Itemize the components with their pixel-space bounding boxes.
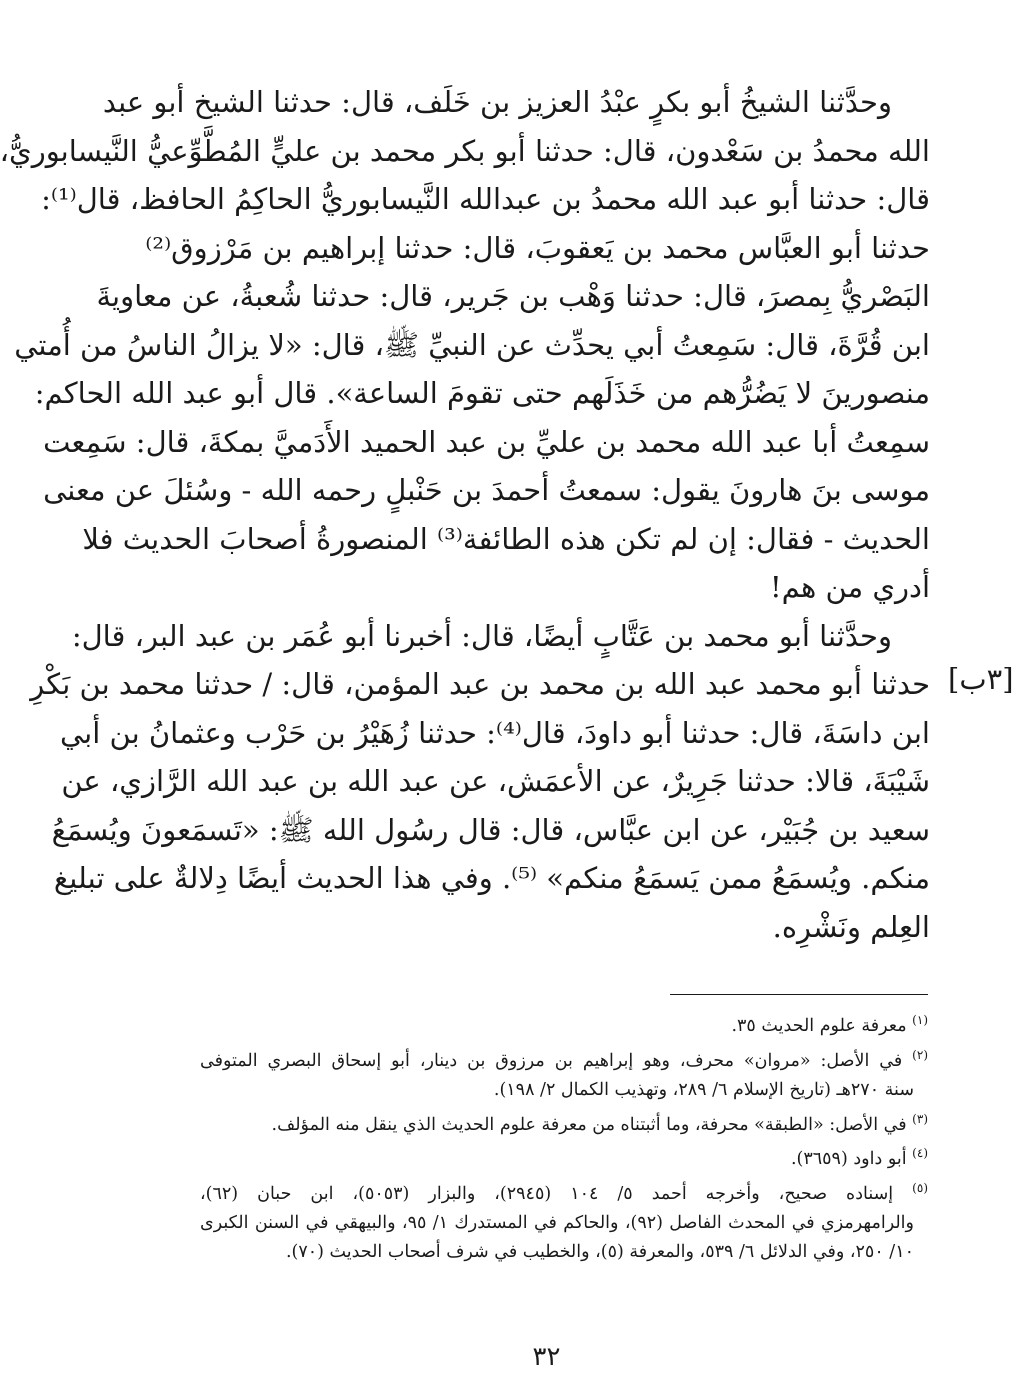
body-line: موسى بنَ هارونَ يقول: سمعتُ أحمدَ بن حَنْبلٍ رحمه الله - وسُئلَ عن معنى xyxy=(43,473,930,507)
footnote-number: (٥) xyxy=(912,1181,928,1196)
body-line: منصورينَ لا يَضُرُّهم من خَذَلَهم حتى تقومَ الساعة». قال أبو عبد الله الحاكم: xyxy=(34,376,930,410)
body-line: ابن داسَةَ، قال: حدثنا أبو داودَ، قال⁽⁴⁾: حدثنا زُهَيْرُ بن حَرْب وعثمانُ بن أبي xyxy=(60,715,930,750)
footnote-number: (٤) xyxy=(912,1146,928,1161)
body-line: وحدَّثنا أبو محمد بن عَتَّابٍ أيضًا، قال: أخبرنا أبو عُمَر بن عبد البر، قال: xyxy=(71,618,892,653)
footnote xyxy=(200,1105,928,1140)
footnote xyxy=(200,1041,928,1105)
footnote-text: أبو داود (٣٦٥٩). xyxy=(790,1149,907,1170)
body-line: سعيد بن جُبَيْر، عن ابن عبَّاس، قال: قال رسُول الله ﷺ: «تَسمَعونَ ويُسمَعُ xyxy=(51,812,930,847)
body-line: قال: حدثنا أبو عبد الله محمدُ بن عبدالله النَّيسابوريُّ الحاكِمُ الحافظ، قال⁽¹⁾: xyxy=(41,182,930,216)
body-line: ابن قُرَّةَ، قال: سَمِعتُ أبي يحدِّث عن النبيِّ ﷺ، قال: «لا يزالُ الناسُ من أُمتي xyxy=(14,327,930,362)
footnote-text: إسناده صحيح، وأخرجه أحمد ٥/ ١٠٤ (٢٩٤٥)، والبزار (٥٠٥٣)، ابن حبان (٦٢)، xyxy=(200,1184,894,1205)
footnote-number: (١) xyxy=(912,1013,928,1027)
footnotes xyxy=(200,1006,928,1267)
footnote xyxy=(200,1174,928,1267)
main-text xyxy=(0,78,930,951)
page-number: ٣٢ xyxy=(532,1342,561,1372)
footnote-number: (٣) xyxy=(912,1111,928,1126)
body-line: الحديث - فقال: إن لم تكن هذه الطائفة⁽³⁾ المنصورةُ أصحابَ الحديث فلا xyxy=(82,521,930,556)
margin-folio-marker: [٣ب] xyxy=(948,662,1014,696)
body-line: وحدَّثنا الشيخُ أبو بكرٍ عبْدُ العزيز بن خَلَف، قال: حدثنا الشيخ أبو عبد xyxy=(102,85,892,119)
footnote xyxy=(200,1139,928,1174)
body-line: منكم. ويُسمَعُ ممن يَسمَعُ منكم» ⁽⁵⁾. وفي هذا الحديث أيضًا دِلالةٌ على تبليغ xyxy=(53,861,930,895)
footnote xyxy=(200,1006,928,1041)
footnote-text: سنة ٢٧٠هـ (تاريخ الإسلام ٦/ ٢٨٩، وتهذيب الكمال ٢/ ١٩٨). xyxy=(493,1079,914,1100)
body-line: العِلم ونَشْرِه. xyxy=(772,909,930,944)
body-line: شَيْبَةَ، قالا: حدثنا جَرِيرٌ، عن الأعمَش، عن عبد الله بن عبد الله الرَّازي، عن xyxy=(61,764,930,798)
footnote-text: ١٠/ ٢٥٠، وفي الدلائل ٦/ ٥٣٩، والمعرفة (٥)، والخطيب في شرف أصحاب الحديث (٧٠). xyxy=(285,1242,914,1263)
footnote-text: في الأصل: «الطبقة» محرفة، وما أثبتناه من معرفة علوم الحديث الذي ينقل منه المؤلف. xyxy=(271,1114,907,1135)
body-line: سمِعتُ أبا عبد الله محمد بن عليِّ بن عبد الحميد الأَدَميَّ بمكةَ، قال: سَمِعت xyxy=(43,424,930,459)
body-line: البَصْريُّ بِمصرَ، قال: حدثنا وَهْب بن جَرير، قال: حدثنا شُعبةُ، عن معاويةَ xyxy=(96,279,930,313)
footnote-number: (٢) xyxy=(912,1047,928,1062)
body-line: حدثنا أبو العبَّاس محمد بن يَعقوبَ، قال: حدثنا إبراهيم بن مَرْزوق⁽²⁾ xyxy=(145,230,930,265)
footnote-text: معرفة علوم الحديث ٣٥. xyxy=(731,1015,907,1036)
body-line: حدثنا أبو محمد عبد الله بن محمد بن عبد المؤمن، قال: / حدثنا محمد بن بَكْرِ xyxy=(30,667,930,701)
footnote-divider xyxy=(670,994,928,995)
footnote-text: في الأصل: «مروان» محرف، وهو إبراهيم بن مرزوق بن دينار، أبو إسحاق البصري المتوفى xyxy=(200,1050,903,1071)
body-line: الله محمدُ بن سَعْدون، قال: حدثنا أبو بكر محمد بن عليٍّ المُطَّوِّعيُّ النَّيسابوريُّ، xyxy=(0,133,930,168)
body-line: أدري من هم! xyxy=(770,570,930,604)
footnote-text: والرامهرمزي في المحدث الفاصل (٩٢)، والحاكم في المستدرك ١/ ٩٥، والبيهقي في السنن الكبرى xyxy=(200,1213,914,1234)
